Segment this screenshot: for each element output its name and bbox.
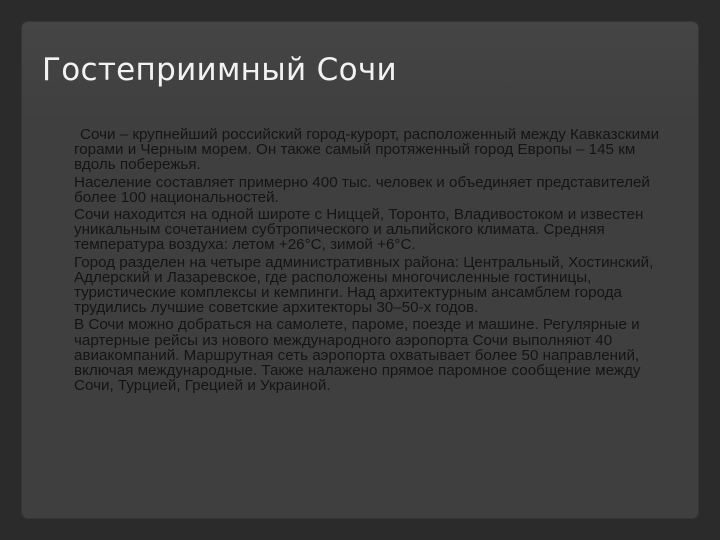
paragraph-intro: Сочи – крупнейший российский город-курорт, расположенный между Кавказскими горами и Черным морем. Он также самый протяженный город Европы – 145 км вдоль побережья. bbox=[74, 126, 660, 174]
slide-title: Гостеприимный Сочи bbox=[42, 52, 397, 88]
paragraph-transport: В Сочи можно добраться на самолете, пароме, поезде и машине. Регулярные и чартерные рейсы из нового международного аэропорта Сочи выполняют 40 авиакомпаний. Маршрутная сеть аэропорта охватывает более 50 направлений, включая международные. Также налажено прямое паромное сообщение между Сочи, Турцией, Грецией и Украиной. bbox=[74, 316, 641, 395]
title-bar bbox=[22, 22, 698, 122]
paragraph-climate: Сочи находится на одной широте с Ниццей, Торонто, Владивостоком и известен уникальным сочетанием субтропического и альпийского климата. Средняя температура воздуха: летом +26°С, зимой +6°С. bbox=[74, 206, 644, 254]
content-panel bbox=[22, 22, 698, 518]
body-text bbox=[74, 127, 674, 395]
paragraph-districts: Город разделен на четыре административных района: Центральный, Хостинский, Адлерский и Лазаревское, где расположены многочисленные гостиницы, туристические комплексы и кемпинги. Над архитектурным ансамблем города трудились лучшие советские архитекторы 30–50-х годов. bbox=[74, 253, 654, 317]
paragraph-population: Население составляет примерно 400 тыс. человек и объединяет представителей более 100 национальностей. bbox=[74, 173, 650, 206]
